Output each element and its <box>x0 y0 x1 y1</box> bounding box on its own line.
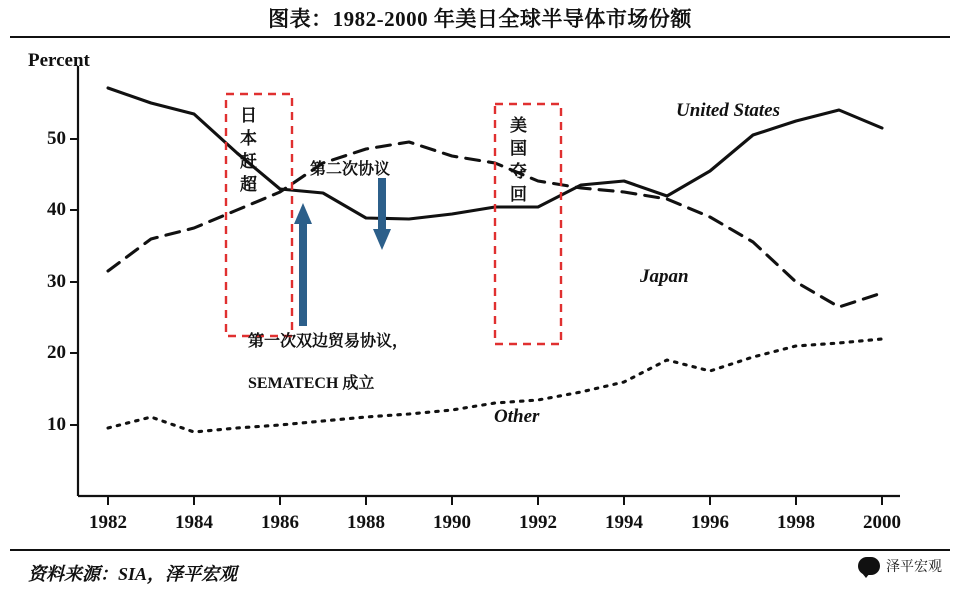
second-agreement-arrow <box>373 178 391 250</box>
footer-divider <box>10 549 950 551</box>
source-note: 资料来源：SIA，泽平宏观 <box>28 564 238 584</box>
x-tick-1986: 1986 <box>261 512 299 533</box>
y-axis-label: Percent <box>28 50 90 71</box>
annotation-first-agreement-line2: SEMATECH 成立 <box>248 375 375 392</box>
wechat-account-name: 泽平宏观 <box>886 558 942 574</box>
chart-container <box>0 38 960 546</box>
y-tick-50: 50 <box>47 128 66 149</box>
series-label-japan: Japan <box>640 266 689 287</box>
y-tick-10: 10 <box>47 414 66 435</box>
x-tick-1990: 1990 <box>433 512 471 533</box>
first-agreement-arrow <box>294 203 312 326</box>
x-tick-2000: 2000 <box>863 512 901 533</box>
x-tick-1992: 1992 <box>519 512 557 533</box>
chart-svg <box>0 38 960 546</box>
x-tick-1984: 1984 <box>175 512 213 533</box>
x-tick-1996: 1996 <box>691 512 729 533</box>
series-label-united-states: United States <box>676 100 780 121</box>
japan-catchup-box <box>226 94 292 336</box>
y-tick-30: 30 <box>47 271 66 292</box>
y-tick-marks <box>70 139 78 425</box>
x-tick-1994: 1994 <box>605 512 643 533</box>
annotation-first-agreement-line1: 第一次双边贸易协议， <box>248 333 409 350</box>
x-tick-1988: 1988 <box>347 512 385 533</box>
x-tick-marks <box>108 496 882 505</box>
series-label-other: Other <box>494 406 540 427</box>
y-tick-40: 40 <box>47 199 66 220</box>
wechat-account-badge <box>858 556 942 576</box>
y-tick-20: 20 <box>47 342 66 363</box>
annotation-japan-catchup: 日本赶超 <box>237 106 256 198</box>
x-tick-1982: 1982 <box>89 512 127 533</box>
annotation-second-agreement: 第二次协议 <box>310 161 391 178</box>
page-title: 图表：1982-2000 年美日全球半导体市场份额 <box>268 7 692 31</box>
annotation-us-recover: 美国夺回 <box>507 116 526 208</box>
x-tick-1998: 1998 <box>777 512 815 533</box>
us-recover-box <box>495 104 561 344</box>
wechat-icon <box>858 557 880 575</box>
chart-title-bar <box>0 0 960 36</box>
